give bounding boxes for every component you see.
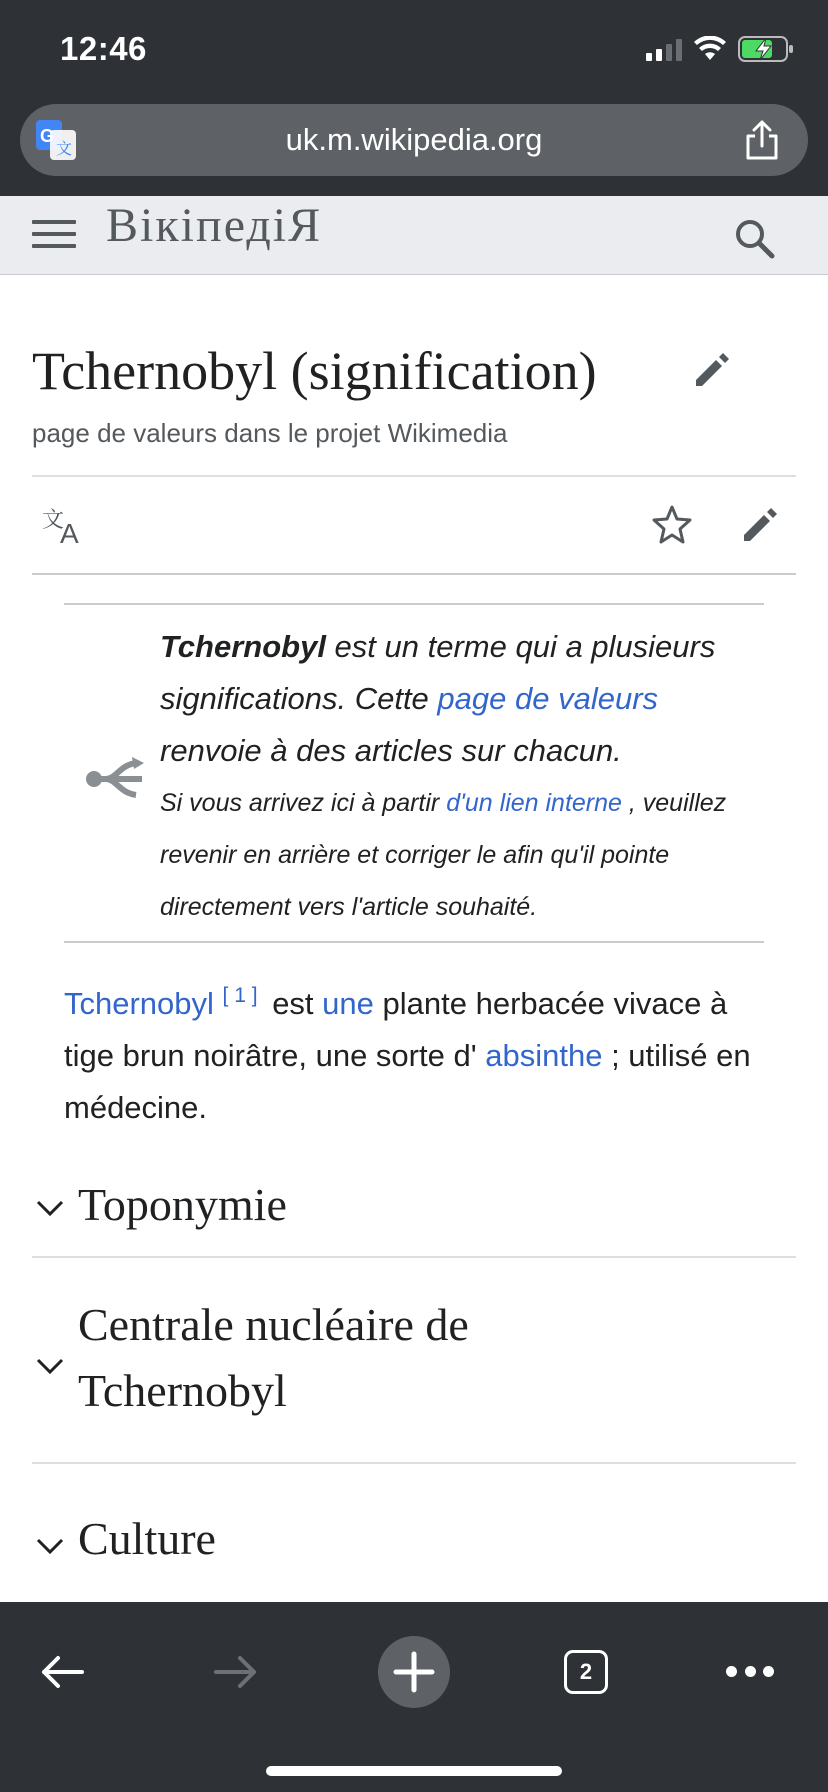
page-de-valeurs-link[interactable]: page de valeurs [437, 681, 659, 716]
chevron-down-icon [36, 1538, 64, 1556]
browser-chrome [0, 0, 828, 196]
page-subtitle: page de valeurs dans le projet Wikimedia [32, 418, 508, 448]
search-icon[interactable] [732, 216, 776, 260]
star-icon[interactable] [650, 503, 694, 547]
chevron-down-icon [36, 1358, 64, 1376]
pencil-icon[interactable] [690, 348, 734, 392]
svg-text:G: G [40, 126, 55, 146]
svg-text:A: A [60, 518, 79, 545]
section-toponymie[interactable] [32, 1162, 796, 1258]
status-time: 12:46 [60, 30, 147, 67]
more-icon[interactable] [726, 1666, 774, 1678]
para-text-3: ; utilisé en médecine. [64, 1038, 751, 1125]
une-link[interactable]: une [322, 986, 374, 1021]
language-icon[interactable] [42, 505, 88, 545]
status-icons [646, 34, 794, 64]
battery-charging-icon [738, 35, 794, 63]
reference-link[interactable]: [ 1 ] [222, 984, 258, 1007]
chevron-down-icon [36, 1200, 64, 1218]
dab-note-1: Si vous arrivez ici à partir [160, 789, 447, 817]
absinthe-link[interactable]: absinthe [485, 1038, 603, 1073]
page-actions [32, 475, 796, 575]
tchernobyl-link[interactable]: Tchernobyl [64, 986, 214, 1021]
wiki-logo[interactable]: ВікіпедіЯ [106, 199, 323, 252]
address-bar[interactable] [20, 104, 808, 176]
section-culture[interactable] [32, 1462, 796, 1604]
svg-text:文: 文 [56, 141, 73, 158]
disambiguation-note [160, 777, 760, 933]
para-text-1: est [263, 986, 323, 1021]
dab-note-2: , veuillez revenir en arrière et corriger le afin qu'il pointe directement vers l'article souhaité. [160, 789, 727, 921]
tab-switcher-button[interactable]: 2 [564, 1650, 608, 1694]
svg-text:文: 文 [42, 508, 65, 533]
back-arrow-icon[interactable] [38, 1654, 86, 1690]
wifi-icon [694, 36, 726, 62]
section-title[interactable]: Culture [78, 1513, 216, 1564]
dab-text-1: est un terme qui a plusieurs significations. Cette [160, 629, 716, 716]
home-indicator [266, 1766, 562, 1776]
wiki-header [0, 196, 828, 275]
plus-icon [378, 1636, 450, 1708]
url-text[interactable]: uk.m.wikipedia.org [285, 122, 543, 157]
disambiguation-term: Tchernobyl [160, 629, 326, 664]
intro-paragraph [64, 970, 764, 1134]
cellular-signal-icon [646, 37, 682, 61]
disambiguation-icon [82, 753, 146, 805]
disambiguation-box [64, 603, 764, 943]
share-icon[interactable] [742, 118, 782, 162]
dab-text-2: renvoie à des articles sur chacun. [160, 733, 622, 768]
internal-link[interactable]: d'un lien interne [446, 789, 622, 817]
pencil-icon[interactable] [738, 503, 782, 547]
menu-icon[interactable] [32, 214, 76, 254]
section-title[interactable]: Toponymie [78, 1179, 287, 1230]
disambiguation-text [160, 621, 760, 777]
browser-toolbar [0, 1602, 828, 1792]
forward-arrow-icon[interactable] [212, 1654, 260, 1690]
new-tab-button[interactable] [378, 1636, 450, 1708]
page-title: Tchernobyl (signification) [32, 341, 597, 401]
section-centrale[interactable] [32, 1256, 796, 1464]
section-title[interactable]: Centrale nucléaire de Tchernobyl [78, 1299, 469, 1416]
para-text-2: plante herbacée vivace à tige brun noirâtre, une sorte d' [64, 986, 728, 1073]
